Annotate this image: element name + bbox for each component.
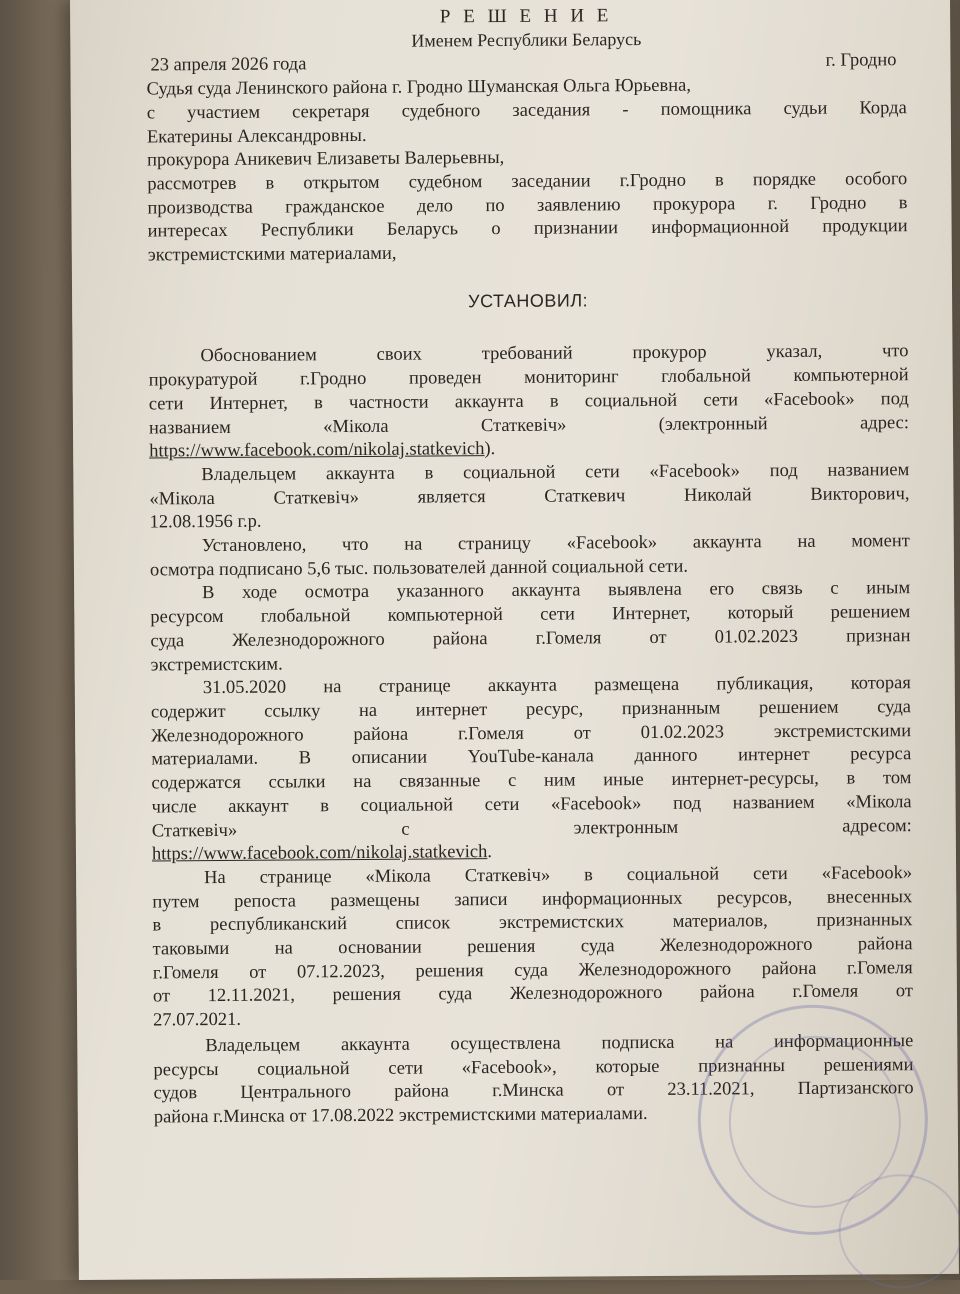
intro-line: рассмотрев в открытом судебном заседании г.Гродно в порядке особого [147,169,908,195]
paragraph-line: суда Железнодорожного района г.Гомеля от 01.02.2023 признан [150,626,911,652]
paragraph-line: содержит ссылку на интернет ресурс, признанным решением суда [150,697,912,723]
paragraph-2 [149,459,909,535]
document-title: Р Е Ш Е Н И Е [439,5,613,28]
intro-line: интересах Республики Беларусь о признании информационной продукции [147,216,908,242]
paragraph-line: прокуратурой г.Гродно проведен мониторинг глобальной компьютерной [148,365,909,391]
paragraph-line: г.Гомеля от 07.12.2023, решения суда Железнодорожного района г.Гомеля [152,957,913,984]
document-subtitle: Именем Республики Беларусь [411,28,642,51]
paragraph-line: Установлено, что на страницу «Facebook» аккаунта на момент [201,531,910,557]
link-tail: ). [484,439,496,460]
paragraph-line: 12.08.1956 г.р. [149,512,262,533]
paragraph-3 [150,530,910,583]
paragraph-line: от 12.11.2021, решения суда Железнодорожного района г.Гомеля от [152,981,914,1007]
intro-line: Екатерины Александровны. [146,125,367,147]
paragraph-line: Владельцем аккаунта в социальной сети «Facebook» под названием [201,460,910,486]
document-city: г. Гродно [825,50,897,72]
paragraph-line: Обоснованием своих требований прокурор указал, что [200,341,909,367]
paragraph-line: «Мікола Статкевіч» является Статкевич Николай Викторович, [149,483,910,510]
paragraph-5 [151,672,912,867]
intro-block [147,73,908,268]
paragraph-line: Статкевіч» с электронным адресом: [151,815,912,841]
paragraph-line: экстремистским. [150,654,283,676]
paragraph-line: 31.05.2020 на странице аккаунта размещена публикация, которая [202,673,911,699]
document-date: 23 апреля 2026 года [150,54,307,76]
document-body [146,0,914,1130]
intro-line: производства гражданское дело по заявлению прокурора г. Гродно в [147,192,908,219]
paragraph-line: путем репоста размещены записи информационных ресурсов, внесенных [152,886,913,913]
paragraph-line: судов Центрального района г.Минска от 23.11.2021, Партизанского [153,1078,914,1104]
paragraph-line: района г.Минска от 17.08.2022 экстремистскими материалами. [153,1103,648,1128]
paragraph-line: названием «Мікола Статкевіч» (электронный адрес: [148,412,910,439]
paragraph-line: таковыми на основании решения суда Железнодорожного района [152,934,913,960]
paragraph-line: ресурсы социальной сети «Facebook», которые признанны решениями [153,1054,914,1080]
intro-line: с участием секретаря судебного заседания - помощника судьи Корда [146,97,907,124]
paragraph-line: Железнодорожного района г.Гомеля от 01.02.2023 экстремистскими [151,720,912,747]
paragraph-line: 27.07.2021. [153,1009,242,1031]
document-sheet [70,0,959,1280]
paragraph-line: осмотра подписано 5,6 тыс. пользователей данной социальной сети. [149,556,689,581]
facebook-link[interactable]: https://www.facebook.com/nikolaj.statkevich [151,842,488,865]
paragraph-line: материалами. В описании YouTube-канала данного интернет ресурса [151,744,912,770]
paragraph-4 [150,578,911,678]
paragraph-line: числе аккаунт в социальной сети «Facebook» под названием «Мікола [151,791,912,818]
paragraph-line: в республиканский список экстремистских материалов, признанных [152,910,913,936]
section-heading-ustanovil: УСТАНОВИЛ: [468,290,589,311]
link-tail: . [487,842,492,863]
paragraph-line: содержатся ссылки на связанные с ним иные интернет-ресурсы, в том [151,768,912,794]
paragraph-line: сети Интернет, в частности аккаунта в социальной сети «Facebook» под [148,388,909,415]
paragraph-1 [148,341,909,465]
paragraph-line: В ходе осмотра указанного аккаунта выявлена его связь с иным [202,578,911,604]
paragraph-line: ресурсом глобальной компьютерной сети Интернет, который решением [150,602,911,628]
intro-line: прокурора Аникевич Елизаветы Валерьевны, [147,148,505,171]
paragraph-line: Владельцем аккаунта осуществлена подписка на информационные [205,1030,914,1056]
court-stamp-secondary [838,1174,960,1289]
paragraph-line: На странице «Мікола Статкевіч» в социальной сети «Facebook» [204,863,913,888]
facebook-link[interactable]: https://www.facebook.com/nikolaj.statkevich [149,439,485,462]
intro-line: экстремистскими материалами, [147,243,397,266]
intro-line: Судья суда Ленинского района г. Гродно Шуманская Ольга Юрьевна, [146,75,692,100]
